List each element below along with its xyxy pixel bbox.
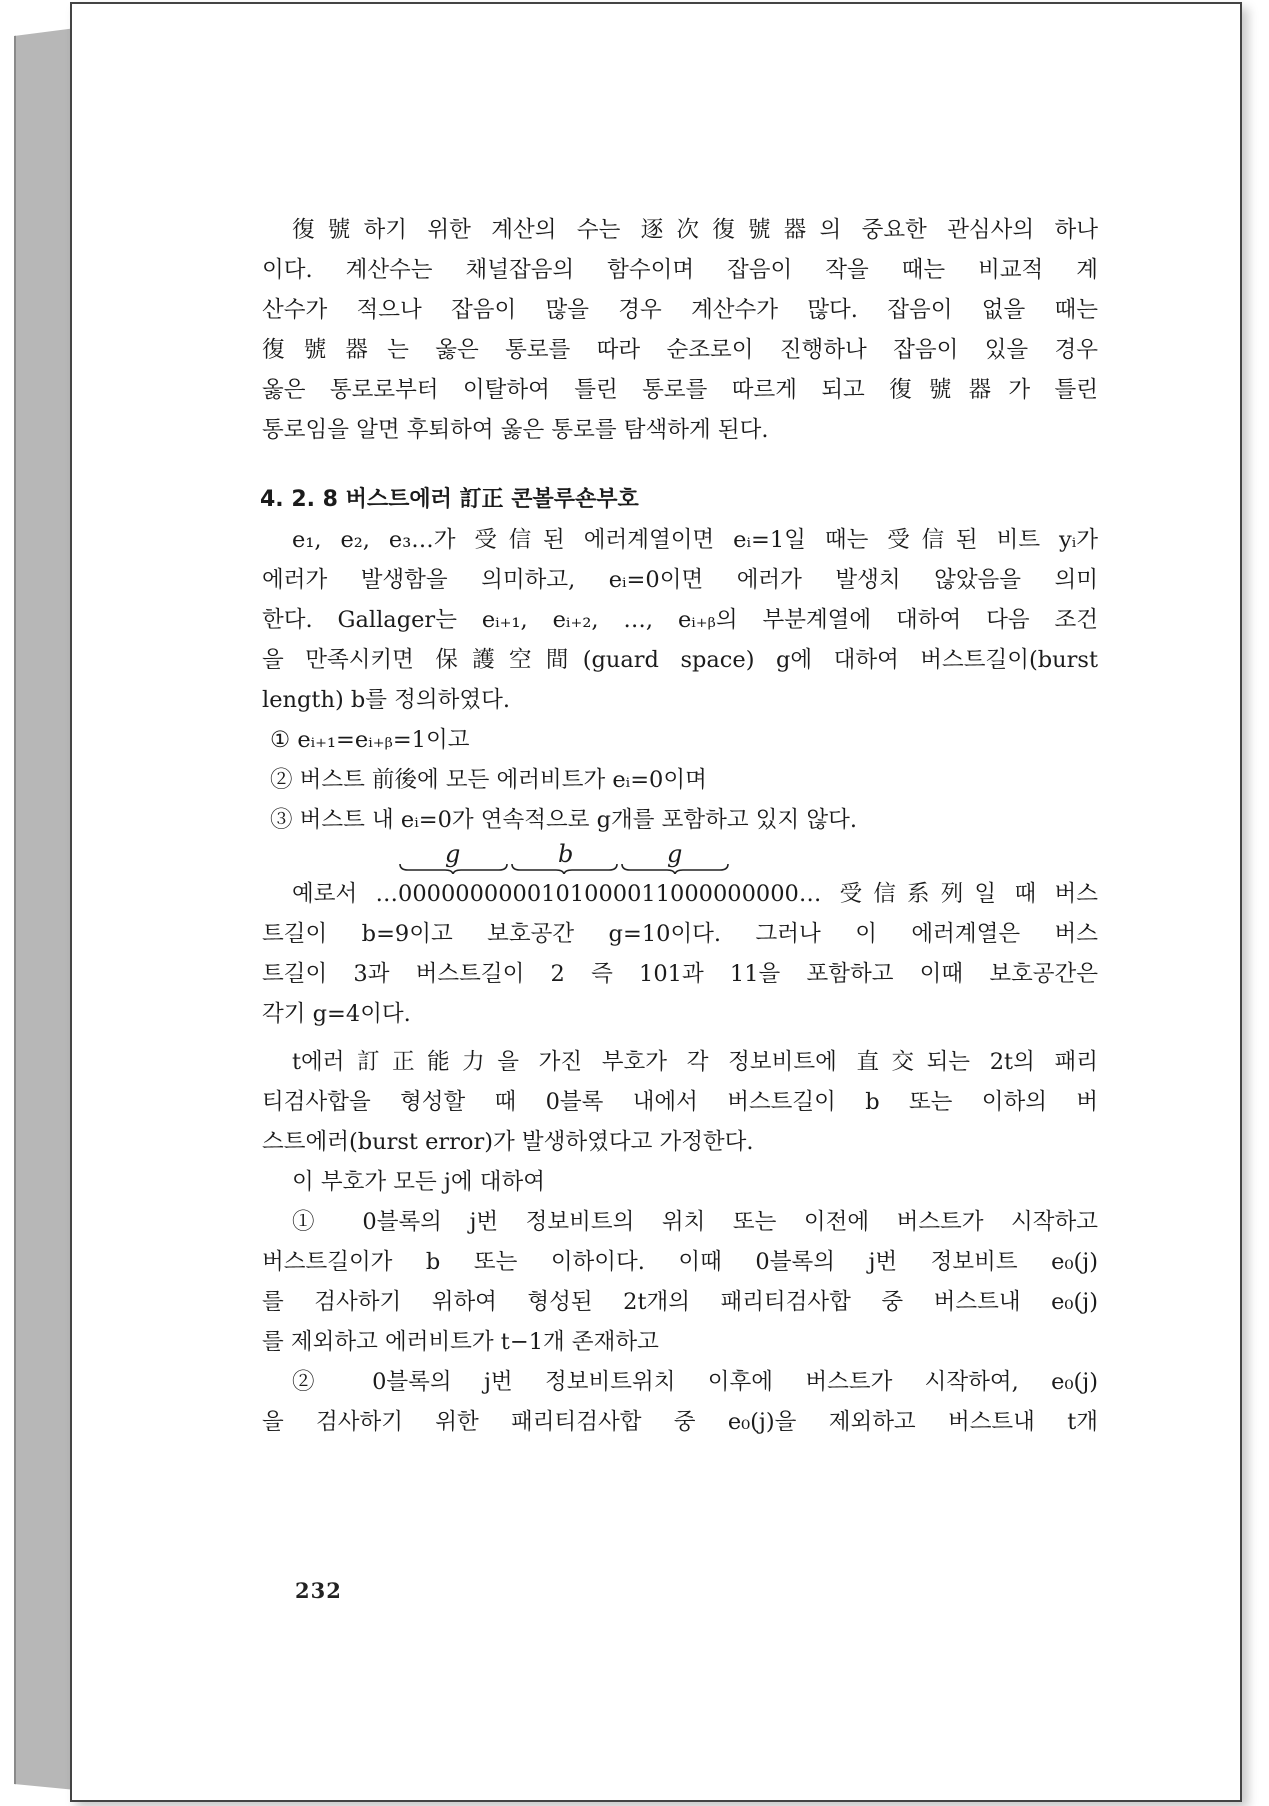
text-line: 옳은 통로로부터 이탈하여 틀린 통로를 따르게 되고 復號器가 틀린 — [262, 377, 1098, 403]
page-text — [262, 210, 1098, 1442]
text-line: 復號하기 위한 계산의 수는 逐次復號器의 중요한 관심사의 하나 — [292, 217, 1098, 243]
text-line: 에러가 발생함을 의미하고, eᵢ=0이면 에러가 발생치 않았음을 의미 — [262, 567, 1098, 593]
paragraph-example — [262, 874, 1098, 1034]
condition-item: ③ 버스트 내 eᵢ=0가 연속적으로 g개를 포함하고 있지 않다. — [270, 807, 857, 833]
condition-item: ① eᵢ₊₁=eᵢ₊ᵦ=1이고 — [270, 727, 470, 753]
text-line: ① 0블록의 j번 정보비트의 위치 또는 이전에 버스트가 시작하고 — [292, 1209, 1098, 1235]
text-line: ② 0블록의 j번 정보비트위치 이후에 버스트가 시작하여, e₀(j) — [292, 1369, 1098, 1395]
text-line: e₁, e₂, e₃…가 受信된 에러계열이면 eᵢ=1일 때는 受信된 비트 yᵢ가 — [292, 527, 1098, 553]
text-line: 트길이 3과 버스트길이 2 즉 101과 11을 포함하고 이때 보호공간은 — [262, 961, 1098, 987]
text-line: 復號器는 옳은 통로를 따라 순조로이 진행하나 잡음이 있을 경우 — [262, 337, 1098, 363]
text-line: 산수가 적으나 잡음이 많을 경우 계산수가 많다. 잡음이 없을 때는 — [262, 297, 1098, 323]
brace-label-burst: b — [558, 840, 574, 868]
text-line: 티검사합을 형성할 때 0블록 내에서 버스트길이 b 또는 이하의 버 — [262, 1089, 1098, 1115]
book-side-edge — [14, 28, 76, 1790]
text-line: 스트에러(burst error)가 발생하였다고 가정한다. — [262, 1129, 754, 1155]
text-line: 를 검사하기 위하여 형성된 2t개의 패리티검사합 중 버스트내 e₀(j) — [262, 1289, 1098, 1315]
text-line: 를 제외하고 에러비트가 t−1개 존재하고 — [262, 1329, 659, 1355]
text-line: 예로서 …0000000000101000011000000000… 受信系列일 때 버스 — [292, 881, 1098, 907]
paragraph-case-two — [262, 1362, 1098, 1442]
condition-list — [262, 720, 1098, 840]
text-line: 을 검사하기 위한 패리티검사합 중 e₀(j)을 제외하고 버스트내 t개 — [262, 1409, 1098, 1435]
condition-item: ② 버스트 前後에 모든 에러비트가 eᵢ=0이며 — [270, 767, 707, 793]
paragraph-sequential-decoding — [262, 210, 1098, 450]
brace-label-guard: g — [445, 840, 461, 868]
text-line: 트길이 b=9이고 보호공간 g=10이다. 그러나 이 에러계열은 버스 — [262, 921, 1098, 947]
section-heading: 4. 2. 8 버스트에러 訂正 콘볼루숀부호 — [260, 487, 639, 512]
text-line: 버스트길이가 b 또는 이하이다. 이때 0블록의 j번 정보비트 e₀(j) — [262, 1249, 1098, 1275]
text-line: 이 부호가 모든 j에 대하여 — [292, 1169, 545, 1195]
paragraph-parity-check — [262, 1042, 1098, 1162]
paragraph-case-one — [262, 1202, 1098, 1362]
paragraph-burst-definition — [262, 520, 1098, 720]
text-line: 을 만족시키면 保護空間(guard space) g에 대하여 버스트길이(burst — [262, 647, 1098, 673]
brace-label-guard: g — [667, 840, 683, 868]
text-line: 각기 g=4이다. — [262, 1001, 411, 1027]
text-line: 이다. 계산수는 채널잡음의 함수이며 잡음이 작을 때는 비교적 계 — [262, 257, 1098, 283]
page-number: 232 — [295, 1578, 342, 1603]
text-line: 통로임을 알면 후퇴하여 옳은 통로를 탐색하게 된다. — [262, 417, 769, 443]
brace-annotation — [262, 840, 1098, 874]
text-line: 한다. Gallager는 eᵢ₊₁, eᵢ₊₂, …, eᵢ₊ᵦ의 부분계열에 대하여 다음 조건 — [262, 607, 1098, 633]
text-line: t에러訂正能力을 가진 부호가 각 정보비트에 直交되는 2t의 패리 — [292, 1049, 1098, 1075]
text-line: length) b를 정의하였다. — [262, 687, 510, 713]
